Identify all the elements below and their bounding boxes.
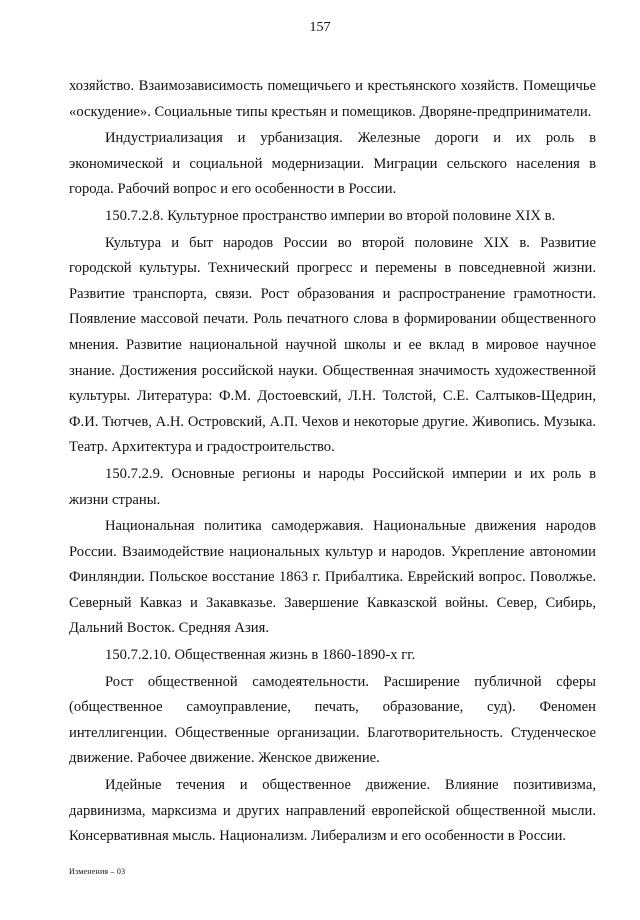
- paragraph-continuation: хозяйство. Взаимозависимость помещичьего и крестьянского хозяйств. Помещичье «оскудение». Социальные типы крестьян и помещиков. Дворяне-предприниматели.: [69, 78, 596, 120]
- paragraph-culture: Культура и быт народов России во второй половине XIX в. Развитие городской культуры. Технический прогресс и перемены в повседневной жизни. Развитие транспорта, связи. Рост образования и распространение грамотности. Появление массовой печати. Роль печатного слова в формировании общественного мнения. Развитие национальной научной школы и ее вклад в мировое научное знание. Достижения российской науки. Общественная значимость художественной культуры. Литература: Ф.М. Достоевский, Л.Н. Толстой, С.Е. Салтыков-Щедрин, Ф.И. Тютчев, А.Н. Островский, А.П. Чехов и некоторые другие. Живопись. Музыка. Театр. Архитектура и градостроительство.: [69, 234, 596, 456]
- paragraph-national-policy: Национальная политика самодержавия. Национальные движения народов России. Взаимодействие национальных культур и народов. Укрепление автономии Финляндии. Польское восстание 1863 г. Прибалтика. Еврейский вопрос. Поволжье. Северный Кавказ и Закавказье. Завершение Кавказской войны. Север, Сибирь, Дальний Восток. Средняя Азия.: [69, 518, 596, 637]
- section-heading-150-7-2-8: 150.7.2.8. Культурное пространство империи во второй половине XIX в.: [105, 207, 556, 224]
- paragraph-ideological-currents: Идейные течения и общественное движение. Влияние позитивизма, дарвинизма, марксизма и других направлений европейской общественной мысли. Консервативная мысль. Национализм. Либерализм и его особенности в России.: [69, 777, 596, 845]
- section-heading-150-7-2-10: 150.7.2.10. Общественная жизнь в 1860-1890-х гг.: [105, 647, 416, 664]
- paragraph-industrialization: Индустриализация и урбанизация. Железные дороги и их роль в экономической и социальной модернизации. Миграции сельского населения в города. Рабочий вопрос и его особенности в России.: [69, 130, 596, 198]
- section-heading-150-7-2-9: 150.7.2.9. Основные регионы и народы Российской империи и их роль в жизни страны.: [69, 465, 596, 508]
- page-number: 157: [309, 20, 331, 35]
- footer-revision-note: Изменения – 03: [69, 867, 126, 876]
- document-body: [69, 74, 596, 850]
- paragraph-public-life: Рост общественной самодеятельности. Расширение публичной сферы (общественное самоуправление, печать, образование, суд). Феномен интеллигенции. Общественные организации. Благотворительность. Студенческое движение. Рабочее движение. Женское движение.: [69, 673, 596, 767]
